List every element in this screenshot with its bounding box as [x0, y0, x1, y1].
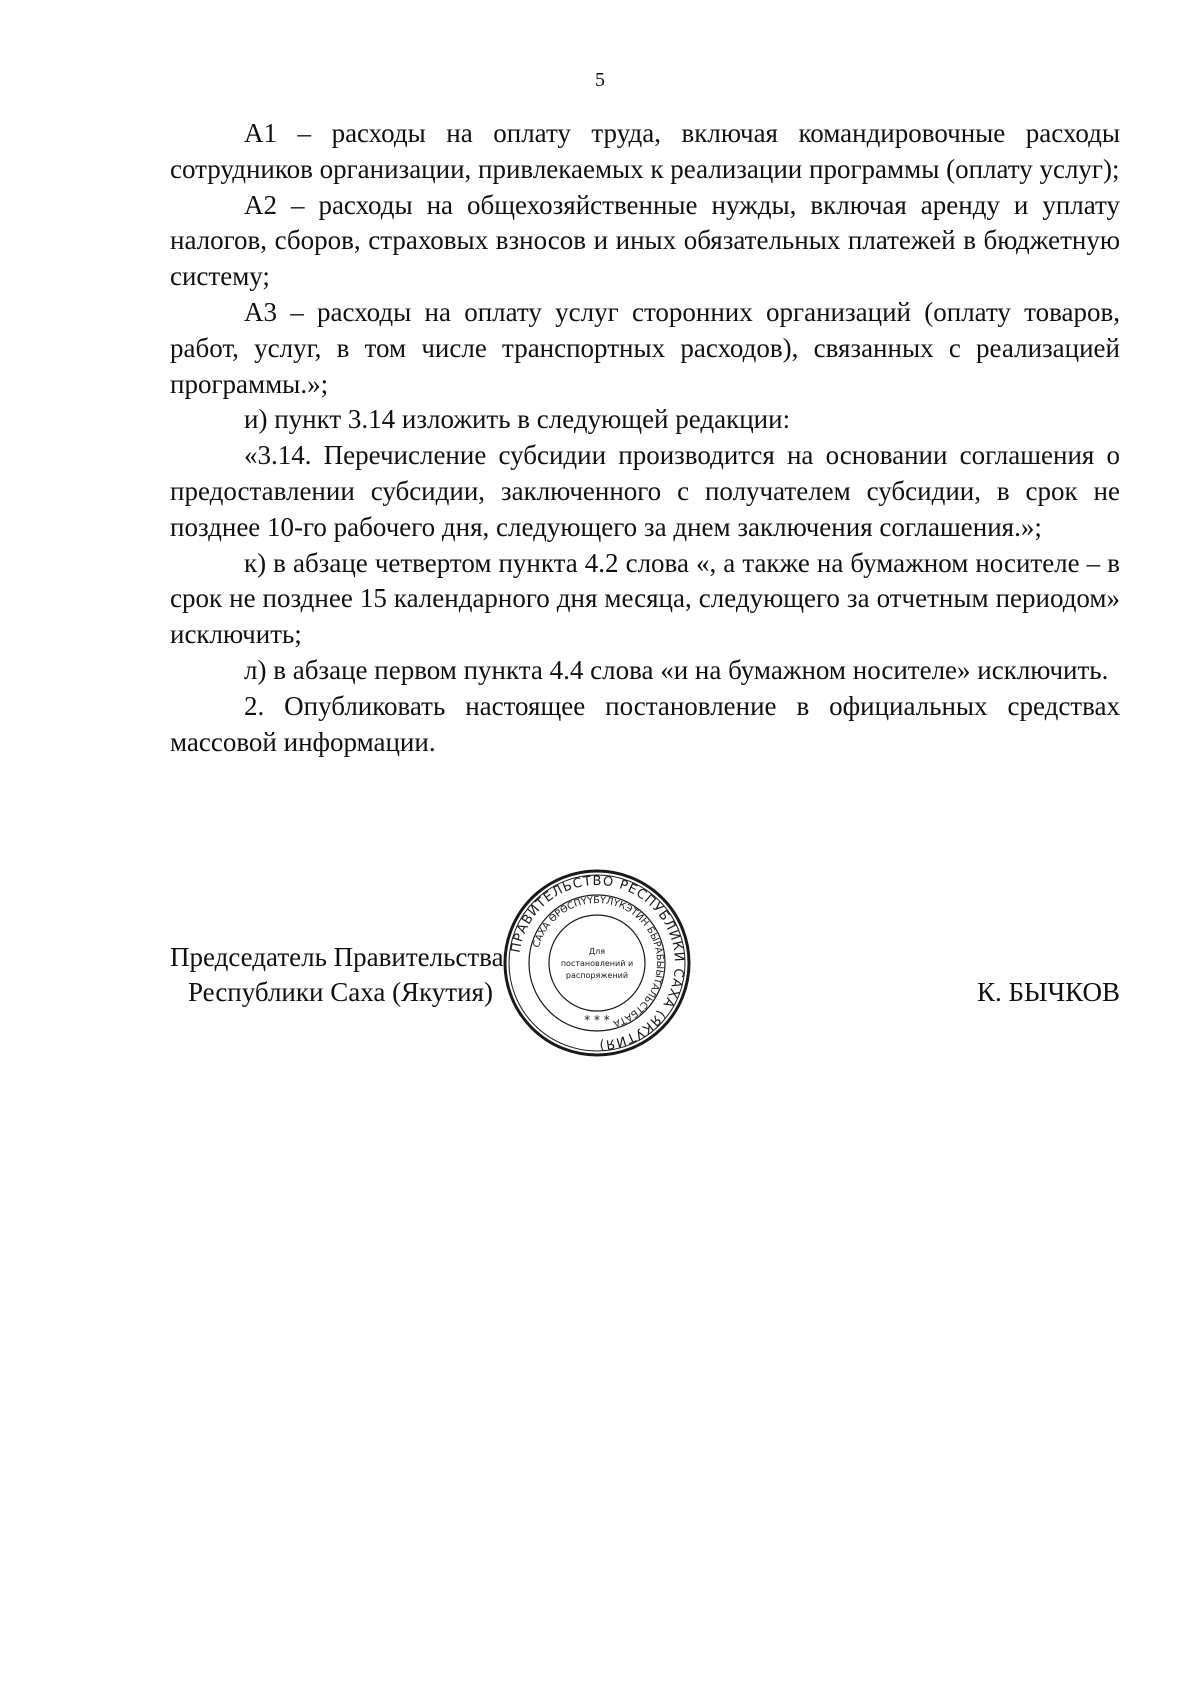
paragraph-3-14: «3.14. Перечисление субсидии производится на основании соглашения о предоставлении субсидии, заключенного с получателем субсидии, в срок не позднее 10-го рабочего дня, следующего за днем заключения соглашения.»; [170, 440, 1120, 542]
paragraph-item-l: л) в абзаце первом пункта 4.4 слова «и на бумажном носителе» исключить. [244, 654, 1109, 685]
paragraph-item-k: к) в абзаце четвертом пункта 4.2 слова «, а также на бумажном носителе – в срок не позднее 15 календарного дня месяца, следующего за отчетным периодом» исключить; [170, 547, 1120, 650]
seal-outer-text-path: ПРАВИТЕЛЬСТВО РЕСПУБЛИКИ САХА (ЯКУТИЯ) [508, 873, 687, 1053]
seal-inner-text-path: САХА ӨРӨСПҮҮБҮЛҮКЭТИН БЫРАБЫЫТАЛЬСТБАТА [531, 894, 666, 1029]
paragraph-publish: 2. Опубликовать настоящее постановление в официальных средствах массовой информации. [170, 690, 1120, 757]
page-number: 5 [595, 69, 605, 91]
signatory-title-line1: Председатель Правительства [170, 942, 504, 972]
paragraph-a1: A1 – расходы на оплату труда, включая командировочные расходы сотрудников организации, привлекаемых к реализации программы (оплату услуг); [170, 118, 1120, 184]
seal-stars: * * * [584, 1013, 610, 1027]
paragraph-a3: A3 – расходы на оплату услуг сторонних организаций (оплату товаров, работ, услуг, в том числе транспортных расходов), связанных с реализацией программы.»; [170, 296, 1120, 399]
signatory-name: К. БЫЧКОВ [977, 977, 1120, 1007]
seal-graphic [502, 868, 692, 1058]
seal-center-line1: Для [588, 947, 606, 956]
signatory-title-line2: Республики Саха (Якутия) [188, 977, 493, 1007]
document-body [170, 116, 1120, 760]
signatory-title [170, 940, 504, 1010]
seal-center-line3: распоряжений [565, 971, 629, 980]
paragraph-item-i: и) пункт 3.14 изложить в следующей редакции: [244, 404, 791, 435]
official-seal-stamp [502, 868, 692, 1058]
seal-center-line2: постановлений и [560, 959, 634, 968]
paragraph-a2: A2 – расходы на общехозяйственные нужды, включая аренду и уплату налогов, сборов, страховых взносов и иных обязательных платежей в бюджетную систему; [170, 189, 1120, 292]
